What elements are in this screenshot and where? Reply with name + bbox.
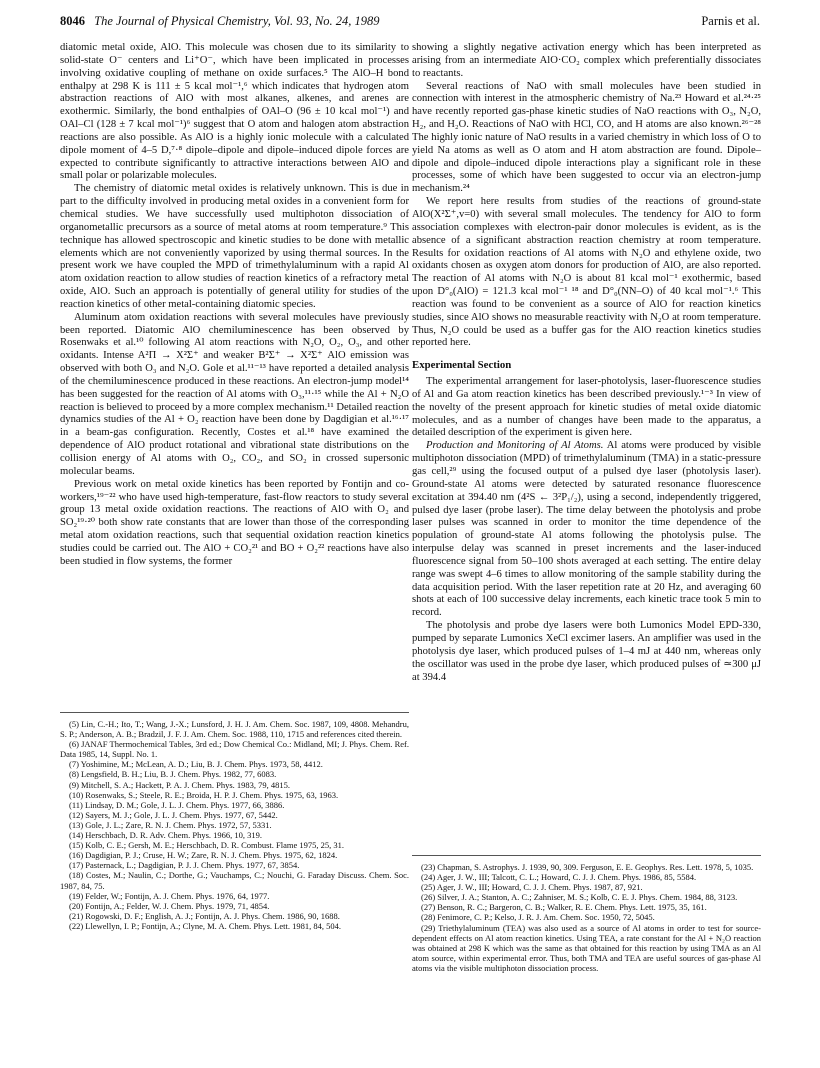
footnote: (10) Rosenwaks, S.; Steele, R. E.; Broida, H. P. J. Chem. Phys. 1975, 63, 1963.	[69, 789, 339, 800]
footnote: (15) Kolb, C. E.; Gersh, M. E.; Herschbach, D. R. Combust. Flame 1975, 25, 31.	[69, 840, 345, 851]
footnote: (6) JANAF Thermochemical Tables, 3rd ed.; Dow Chemical Co.: Midland, MI; J. Phys. Chem. Ref. Data 1985, 14, Suppl. No. 1.	[60, 739, 409, 760]
left-column	[60, 42, 409, 569]
footnote: (25) Ager, J. W., III; Howard, C. J. J. Chem. Phys. 1987, 87, 921.	[421, 882, 643, 893]
footnote: (22) Llewellyn, I. P.; Fontijn, A.; Clyne, M. A. Chem. Phys. Lett. 1981, 84, 504.	[69, 920, 341, 931]
footnote: (18) Costes, M.; Naulin, C.; Dorthe, G.; Vauchamps, C.; Nouchi, G. Faraday Discuss. Chem. Soc. 1987, 84, 75.	[60, 870, 409, 891]
footnotes-left	[60, 712, 409, 931]
footnote: (5) Lin, C.-H.; Ito, T.; Wang, J.-X.; Lunsford, J. H. J. Am. Chem. Soc. 1987, 109, 4808. Mehandru, S. P.; Anderson, A. B.; Bradzil, J. F. J. Am. Chem. Soc. 1988, 110, 1715 and references cited therein.	[60, 719, 409, 740]
footnote: (28) Fenimore, C. P.; Kelso, J. R. J. Am. Chem. Soc. 1950, 72, 5045.	[421, 912, 655, 923]
running-authors: Parnis et al.	[701, 14, 760, 28]
footnote: (8) Lengsfield, B. H.; Liu, B. J. Chem. Phys. 1982, 77, 6083.	[69, 769, 277, 780]
footnote: (21) Rogowski, D. F.; English, A. J.; Fontijn, A. J. Phys. Chem. 1986, 90, 1688.	[69, 910, 340, 921]
footnote: (12) Sayers, M. J.; Gole, J. L. J. Chem. Phys. 1977, 67, 5442.	[69, 809, 278, 820]
paragraph: diatomic metal oxide, AlO. This molecule was chosen due to its similarity to solid-state O⁻ centers and Li⁺O⁻, which have been implicated in processes involving oxidative coupling of methane on oxide surfaces.⁵ The AlO–H bond enthalpy at 298 K is 111 ± 5 kcal mol⁻¹,⁶ which indicates that hydrogen atom abstraction reactions of AlO with most alkanes, alkenes, and arenes are exothermic. Similarly, the bond enthalpies of OAl–O (96 ± 10 kcal mol⁻¹) and OAl–Cl (128 ± 7 kcal mol⁻¹)⁶ suggest that O atom and halogen atom abstraction reactions are also possible. As AlO is a highly ionic molecule with a calculated dipole moment of 4–5 D,⁷·⁸ dipole–dipole and dipole–induced dipole forces are expected to contribute significantly to attractive interactions between AlO and small polar or polarizable molecules.	[60, 42, 409, 182]
paragraph: The experimental arrangement for laser-photolysis, laser-fluorescence studies of Al and Ga atom reaction kinetics has been described previously.¹⁻³ In view of the novelty of the present approach for kinetic studies of metal oxide diatomic molecules, and as a number of changes have been made to the apparatus, a detailed description of the experiment is given here.	[412, 376, 761, 439]
paragraph: We report here results from studies of the reactions of ground-state AlO(X²Σ⁺,v=0) with several small molecules. The tendency for AlO to form association complexes with electron-pair donor molecules is evident, as is the absence of a significant abstraction reaction chemistry at room temperature. Results for oxidation reactions of Al atoms with N₂O and ethylene oxide, two oxidants chosen as oxygen atom donors for production of AlO, are also reported. The reaction of Al atoms with N₂O is about 81 kcal mol⁻¹ exothermic, based upon D°₀(AlO) = 121.3 kcal mol⁻¹ ¹⁸ and D°₀(NN–O) of 40 kcal mol⁻¹.⁶ This reaction was found to be convenient as a source of AlO for reaction kinetics studies, since AlO shows no measurable reactivity with N₂O at room temperature. Thus, N₂O could be used as a buffer gas for the AlO reaction kinetics studies reported here.	[412, 196, 761, 349]
paragraph-text: Al atoms were produced by visible multiphoton dissociation (MPD) of trimethylaluminum (TMA) in a static-pressure gas cell,²⁹ using the focused output of a pulsed dye laser (photolysis laser). Ground-state Al atoms were detected by saturated resonance fluorescence excitation at 394.40 nm (4²S ← 3²P₁/₂), using a second, independently triggered, pulsed dye laser (probe laser). The time delay between the photolysis and probe laser pulses was scanned in order to monitor the time dependence of the population of ground-state Al atoms following the photolysis pulse. The interpulse delay was scanned in preset increments and the laser-induced fluorescence signal from 50–100 shots averaged at each setting. The entire delay range was swept 4–6 times to allow monitoring of the sample stability during the data acquisition period. With the laser repetition rate at 20 Hz, and averaging 60 shots at each of 100 successive delay increments, each kinetic trace took 5 min to record.	[412, 440, 762, 619]
page-header	[60, 14, 760, 32]
footnotes-right	[412, 855, 761, 973]
footnote: (19) Felder, W.; Fontijn, A. J. Chem. Phys. 1976, 64, 1977.	[69, 890, 270, 901]
footnote: (16) Dagdigian, P. J.; Cruse, H. W.; Zare, R. N. J. Chem. Phys. 1975, 62, 1824.	[69, 850, 338, 861]
footnote: (29) Triethylaluminum (TEA) was also used as a source of Al atoms in order to test for source-dependent effects on Al atom reaction kinetics. Using TEA, a rate constant for the Al + N₂O reaction was obtained at 298 K which was the same as that obtained for this reaction by using TMA as an Al atom source, within experimental error. Thus, both TMA and TEA are useful sources of gas-phase Al atoms via the visible multiphoton dissociation process.	[412, 922, 761, 973]
subsection-title: Production and Monitoring of Al Atoms.	[426, 440, 604, 452]
footnote: (17) Pasternack, L.; Dagdigian, P. J. J. Chem. Phys. 1977, 67, 3854.	[69, 860, 300, 871]
paragraph: Aluminum atom oxidation reactions with several molecules have previously been reported. Diatomic AlO chemiluminescence has been observed by Rosenwaks et al.¹⁰ following Al atom reactions with N₂O, O₂, O₃, and other oxidants. Intense A²Π → X²Σ⁺ and weaker B²Σ⁺ → X²Σ⁺ AlO emission was observed with both O₃ and N₂O. Gole et al.¹¹⁻¹³ have reported a detailed analysis of the chemiluminescence produced in these reactions. An electron-jump model¹⁴ has been suggested for the reaction of Al atoms with O₃,¹¹·¹⁵ while the Al + N₂O reaction is believed to proceed by a more complex mechanism.¹¹ Detailed reaction dynamics studies of the Al + O₂ reaction have been done by Dagdigian et al.¹⁶·¹⁷ in a beam-gas configuration. Recently, Costes et al.¹⁸ have examined the dependence of AlO product rotational and vibrational state distributions on the collision energy of Al atoms with O₂, CO₂, and SO₂ in crossed supersonic molecular beams.	[60, 311, 409, 477]
footnote: (14) Herschbach, D. R. Adv. Chem. Phys. 1966, 10, 319.	[69, 830, 263, 841]
section-title: Experimental Section	[412, 359, 512, 372]
footnote: (13) Gole, J. L.; Zare, R. N. J. Chem. Phys. 1972, 57, 5331.	[69, 819, 272, 830]
footnote: (20) Fontijn, A.; Felder, W. J. Chem. Phys. 1979, 71, 4854.	[69, 900, 270, 911]
paragraph	[412, 440, 761, 620]
paragraph: The chemistry of diatomic metal oxides is relatively unknown. This is due in part to the difficulty involved in producing metal oxides in a convenient form for chemical studies. We have successfully used multiphoton dissociation of organometallic precursors as a source of metal atoms at room temperature.⁹ This technique has allowed spectroscopic and kinetic studies to be done with metallic elements which are not conveniently vaporized by using thermal sources. In the present work we have coupled the MPD of trimethylaluminum with a rapid Al atom oxidation reaction to allow studies of reaction kinetics of a refractory metal oxide, AlO. Such an approach is potentially of general utility for studies of the reaction kinetics of other metal-containing diatomic species.	[60, 183, 409, 310]
page-number: 8046	[60, 14, 85, 28]
journal-title: The Journal of Physical Chemistry, Vol. 93, No. 24, 1989	[94, 14, 380, 28]
footnote: (9) Mitchell, S. A.; Hackett, P. A. J. Chem. Phys. 1983, 79, 4815.	[69, 779, 290, 790]
footnote: (11) Lindsay, D. M.; Gole, J. L. J. Chem. Phys. 1977, 66, 3886.	[69, 799, 285, 810]
footnote: (7) Yoshimine, M.; McLean, A. D.; Liu, B. J. Chem. Phys. 1973, 58, 4412.	[69, 759, 323, 770]
footnote: (24) Ager, J. W., III; Talcott, C. L.; Howard, C. J. J. Chem. Phys. 1986, 85, 5584.	[421, 872, 697, 883]
paragraph: The photolysis and probe dye lasers were both Lumonics Model EPD-330, pumped by separate Lumonics XeCl excimer lasers. An amplifier was used in the photolysis dye laser, which produced pulses of 1–4 mJ at 440 nm, whereas only the oscillator was used in the probe dye laser, which produced pulses of ≃300 μJ at 394.4	[412, 620, 761, 683]
paragraph: showing a slightly negative activation energy which has been interpreted as arising from an intermediate AlO·CO₂ complex which preferentially dissociates to reactants.	[412, 42, 761, 79]
paragraph: Several reactions of NaO with small molecules have been studied in connection with interest in the atmospheric chemistry of Na.²³ Howard et al.²⁴·²⁵ have recently reported gas-phase kinetic studies of NaO reactions with O₃, N₂O, H₂, and H₂O. Reactions of NaO with HCl, CO, and H atoms are also known.²⁶⁻²⁸ The highly ionic nature of NaO results in a varied chemistry in which loss of O to yield Na atoms as well as O atom and H atom abstraction are found. Dipole–dipole and dipole–induced dipole interactions play a significant role in these processes, some of which have been suggested to occur via an electron-jump mechanism.²⁴	[412, 80, 761, 195]
right-column	[412, 42, 761, 684]
paragraph: Previous work on metal oxide kinetics has been reported by Fontijn and co-workers,¹⁹⁻²² who have used high-temperature, fast-flow reactors to study several group 13 metal oxide oxidation reactions. The reactions of AlO with O₂ and SO₂¹⁹·²⁰ both show rate constants that are lower than those of the corresponding metal atom oxidation reactions, such that sequential oxidation reaction kinetics studies could be carried out. The AlO + CO₂²¹ and BO + O₂²² reactions have also been studied in flow systems, the former	[60, 478, 409, 567]
footnote: (23) Chapman, S. Astrophys. J. 1939, 90, 309. Ferguson, E. E. Geophys. Res. Lett. 1978, 5, 1035.	[421, 862, 754, 872]
footnote: (27) Benson, R. C.; Bargeron, C. B.; Walker, R. E. Chem. Phys. Lett. 1975, 35, 161.	[421, 902, 707, 913]
footnote: (26) Silver, J. A.; Stanton, A. C.; Zahniser, M. S.; Kolb, C. E. J. Phys. Chem. 1984, 88, 3123.	[421, 892, 738, 903]
